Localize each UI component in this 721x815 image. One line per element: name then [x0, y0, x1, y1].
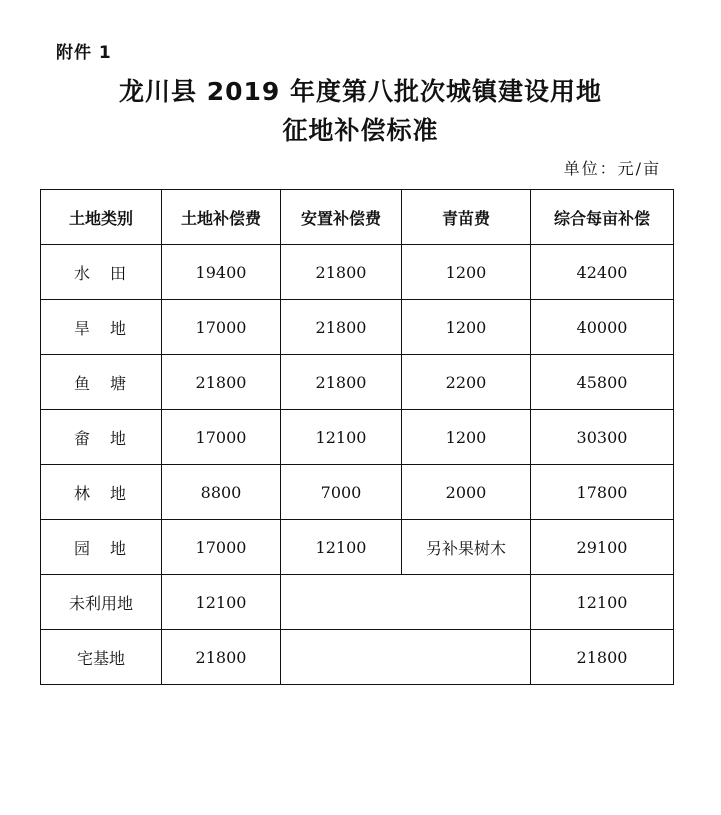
table-row: [41, 245, 674, 300]
table-row: [41, 300, 674, 355]
cell-resettlement-compensation: 21800: [281, 245, 402, 300]
table-header-row: [41, 190, 674, 245]
cell-total: 40000: [531, 300, 674, 355]
cell-crop-fee: 2000: [402, 465, 531, 520]
table-row: [41, 520, 674, 575]
cell-resettlement-compensation: 7000: [281, 465, 402, 520]
cell-land-compensation: 12100: [162, 575, 281, 630]
cell-total: 30300: [531, 410, 674, 465]
cell-total: 17800: [531, 465, 674, 520]
header-land-compensation: 土地补偿费: [162, 190, 281, 245]
table-row: [41, 630, 674, 685]
cell-total: 12100: [531, 575, 674, 630]
cell-land-compensation: 8800: [162, 465, 281, 520]
table-row: [41, 410, 674, 465]
cell-category: 旱 地: [41, 300, 162, 355]
cell-total: 29100: [531, 520, 674, 575]
cell-total: 42400: [531, 245, 674, 300]
table-row: [41, 465, 674, 520]
compensation-table: [40, 189, 674, 685]
cell-category: 未利用地: [41, 575, 162, 630]
document-title-line1: 龙川县 2019 年度第八批次城镇建设用地: [119, 77, 602, 106]
cell-category: 林 地: [41, 465, 162, 520]
document-title-line2: 征地补偿标准: [282, 116, 439, 145]
cell-resettlement-compensation: 21800: [281, 355, 402, 410]
cell-category: 宅基地: [41, 630, 162, 685]
unit-label: 单位：元/亩: [563, 159, 661, 178]
cell-crop-fee: 2200: [402, 355, 531, 410]
header-crop-fee: 青苗费: [402, 190, 531, 245]
table-row: [41, 355, 674, 410]
cell-land-compensation: 17000: [162, 410, 281, 465]
cell-category: 园 地: [41, 520, 162, 575]
cell-category: 鱼 塘: [41, 355, 162, 410]
cell-category: 水 田: [41, 245, 162, 300]
cell-total: 21800: [531, 630, 674, 685]
cell-crop-fee: 1200: [402, 300, 531, 355]
cell-land-compensation: 21800: [162, 355, 281, 410]
cell-crop-fee: 1200: [402, 410, 531, 465]
cell-land-compensation: 17000: [162, 300, 281, 355]
cell-crop-fee: 另补果树木: [402, 520, 531, 575]
cell-land-compensation: 19400: [162, 245, 281, 300]
table-row: [41, 575, 674, 630]
cell-land-compensation: 17000: [162, 520, 281, 575]
attachment-label: 附件 1: [56, 43, 112, 63]
header-total-per-mu: 综合每亩补偿: [531, 190, 674, 245]
cell-empty-merged: [281, 630, 531, 685]
cell-category: 畲 地: [41, 410, 162, 465]
cell-resettlement-compensation: 12100: [281, 410, 402, 465]
cell-resettlement-compensation: 21800: [281, 300, 402, 355]
header-resettlement-compensation: 安置补偿费: [281, 190, 402, 245]
header-land-category: 土地类别: [41, 190, 162, 245]
cell-crop-fee: 1200: [402, 245, 531, 300]
cell-resettlement-compensation: 12100: [281, 520, 402, 575]
cell-total: 45800: [531, 355, 674, 410]
cell-land-compensation: 21800: [162, 630, 281, 685]
cell-empty-merged: [281, 575, 531, 630]
